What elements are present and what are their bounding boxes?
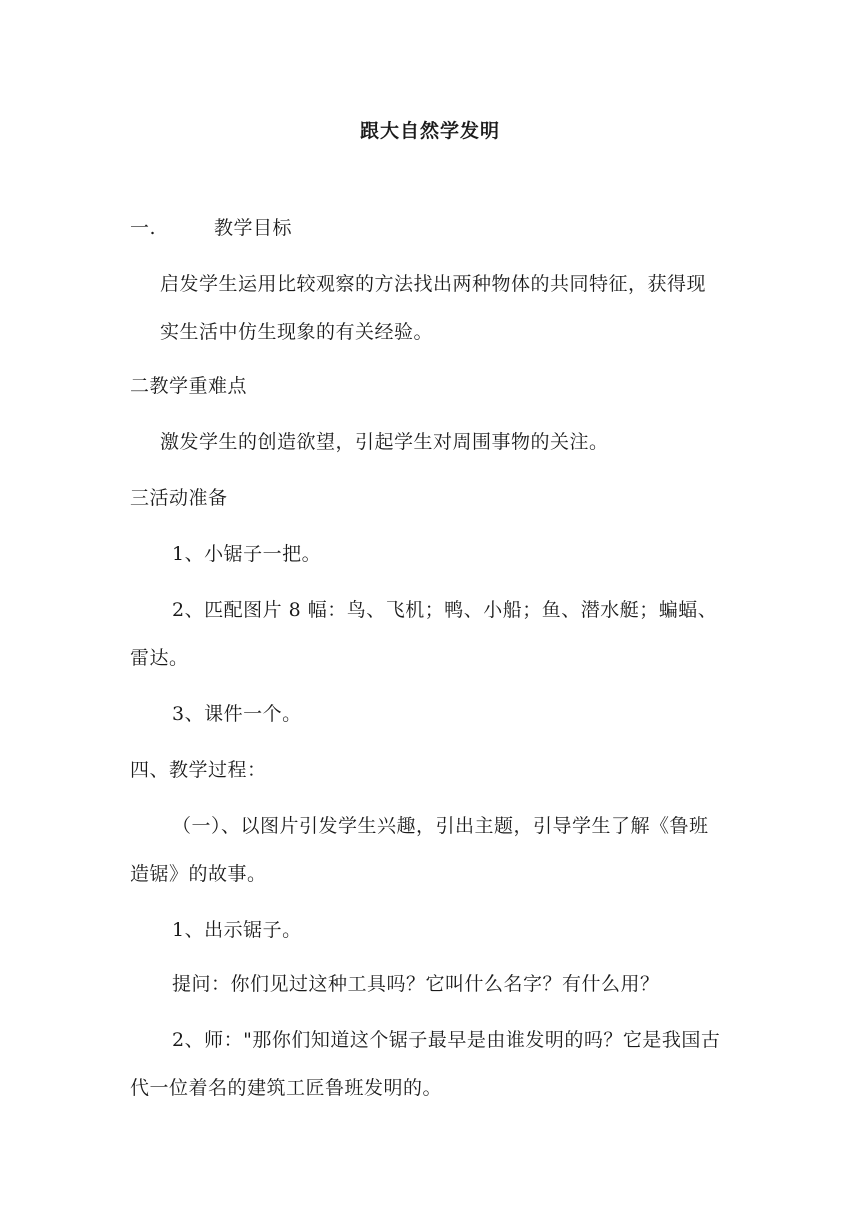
section4-step1: 1、出示锯子。 [172, 919, 302, 941]
section2-paragraph: 激发学生的创造欲望，引起学生对周围事物的关注。 [160, 431, 609, 453]
section4-sub1-line2: 造锯》的故事。 [130, 863, 267, 885]
section1-number: 一. [130, 217, 157, 239]
section3-item1: 1、小锯子一把。 [172, 543, 322, 565]
section3-item2-line1: 2、匹配图片 8 幅：鸟、飞机；鸭、小船；鱼、潜水艇；蝙蝠、 [172, 599, 718, 621]
section3-item2-line2: 雷达。 [130, 647, 189, 669]
section4-heading: 四、教学过程： [130, 759, 267, 781]
section1-paragraph-line2: 实生活中仿生现象的有关经验。 [160, 321, 434, 343]
section4-step2-line2: 代一位着名的建筑工匠鲁班发明的。 [130, 1077, 443, 1099]
section1-paragraph-line1: 启发学生运用比较观察的方法找出两种物体的共同特征，获得现 [160, 273, 707, 295]
section1-heading: 教学目标 [214, 217, 293, 239]
section4-question: 提问：你们见过这种工具吗？它叫什么名字？有什么用？ [172, 973, 660, 995]
section2-heading: 二教学重难点 [130, 375, 248, 397]
page-title: 跟大自然学发明 [359, 120, 500, 142]
section3-heading: 三活动准备 [130, 487, 228, 509]
section4-sub1-line1: （一）、以图片引发学生兴趣，引出主题，引导学生了解《鲁班 [172, 815, 709, 837]
section4-step2-line1: 2、师："那你们知道这个锯子最早是由谁发明的吗？它是我国古 [172, 1029, 721, 1051]
section3-item3: 3、课件一个。 [172, 703, 302, 725]
section1-heading-line [130, 216, 292, 240]
